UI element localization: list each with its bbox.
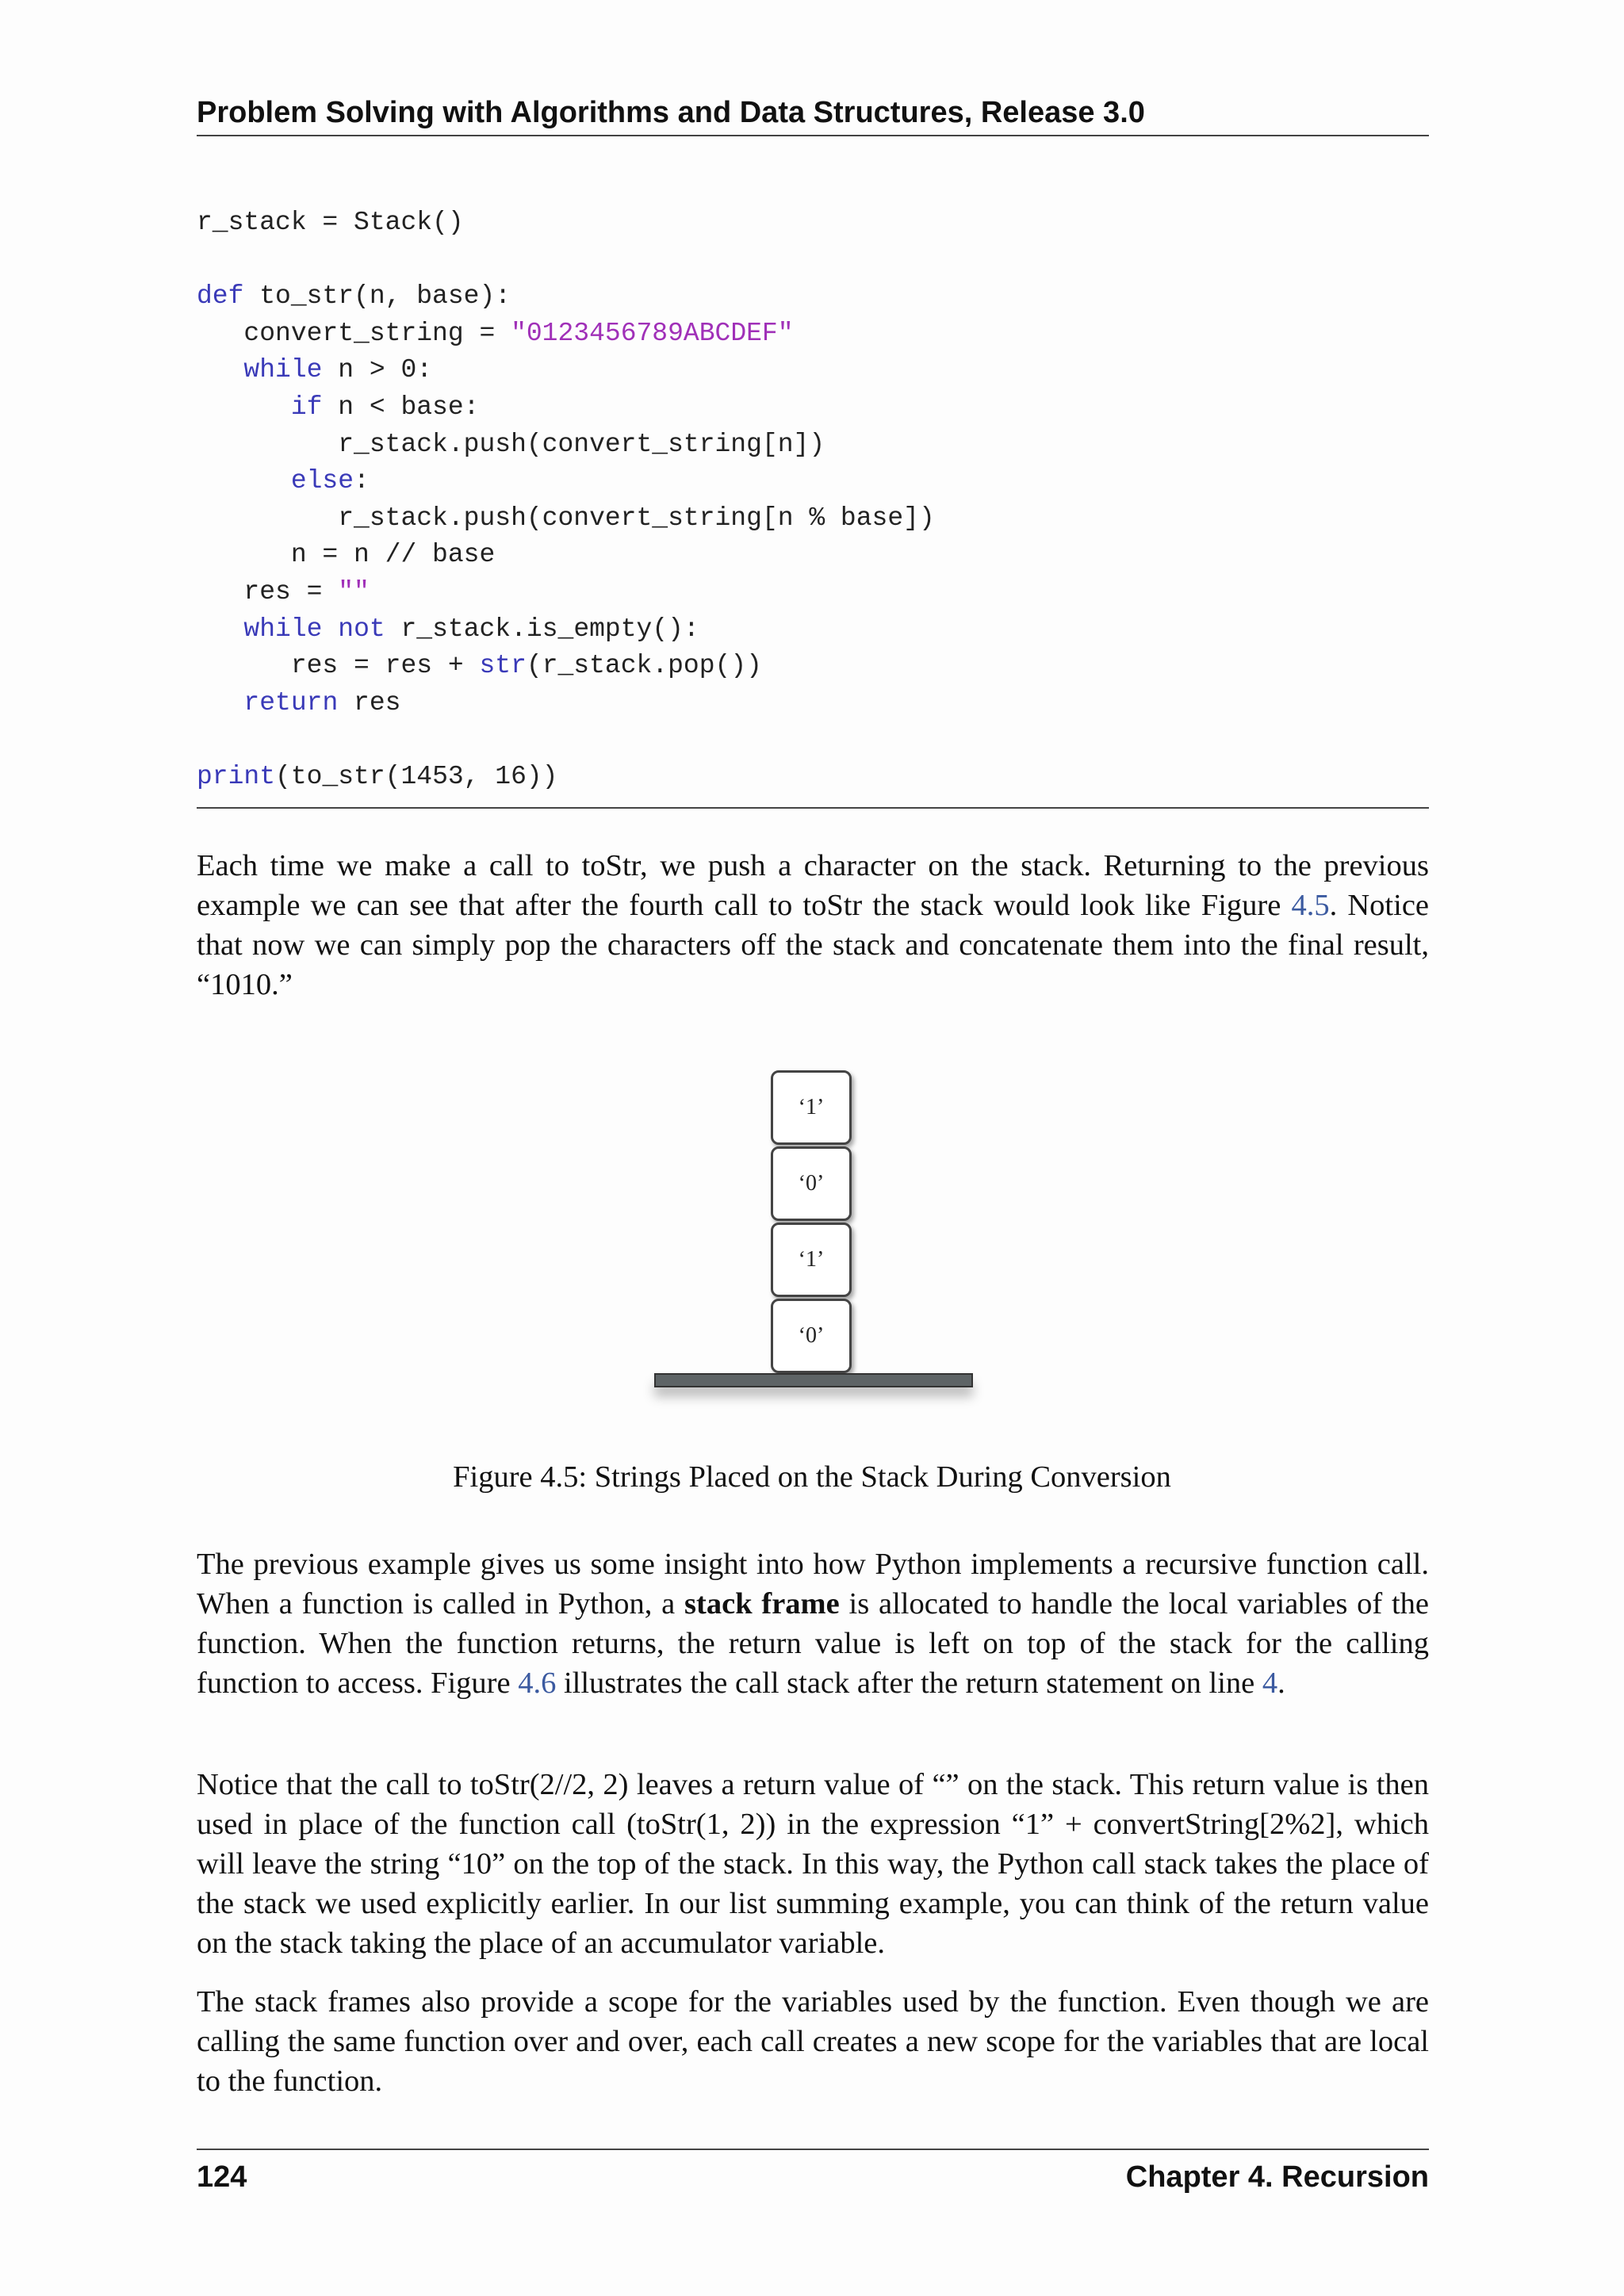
code-keyword: else <box>290 466 354 496</box>
code-keyword: while <box>243 355 323 385</box>
figure-ref-link[interactable]: 4.6 <box>518 1667 557 1700</box>
code-text: convert_string = <box>197 318 511 348</box>
paragraph-4: The stack frames also provide a scope for the variables used by the function. Even though we are calling the same function over and over, each call creates a new scope for the variables that are local to the function. <box>197 1985 1429 2098</box>
page-number: 124 <box>197 2160 247 2194</box>
code-text: n < base: <box>322 392 480 422</box>
text: illustrates the call stack after the return statement on line <box>556 1667 1262 1700</box>
code-text: (r_stack.pop()) <box>526 651 762 681</box>
book-title: Problem Solving with Algorithms and Data Structures, Release 3.0 <box>197 96 1145 129</box>
code-builtin: print <box>197 761 276 791</box>
header-rule <box>197 135 1429 136</box>
code-listing <box>197 205 1429 796</box>
text: . Notice that now we can simply pop the characters off the stack and concatenate them into the final result, “1010.” <box>197 889 1430 1001</box>
paragraph-3: Notice that the call to toStr(2//2, 2) leaves a return value of “” on the stack. This return value is then used in place of the function call (toStr(1, 2)) in the expression “1” + convertString[2%2], which will leave the string “10” on the top of the stack. In this way, the Python call stack takes the place of the stack we used explicitly earlier. In our list summing example, you can think of the return value on the stack taking the place of an accumulator variable. <box>197 1768 1429 1960</box>
running-header <box>197 89 1429 136</box>
text: . <box>1277 1667 1285 1700</box>
code-line: r_stack.push(convert_string[n]) <box>197 429 825 459</box>
code-text: res = <box>197 576 339 607</box>
chapter-label: Chapter 4. Recursion <box>1125 2160 1429 2194</box>
footer-rule <box>197 2149 1429 2150</box>
code-text: res <box>338 687 401 718</box>
code-line: r_stack = Stack() <box>197 208 464 237</box>
figure-caption: Figure 4.5: Strings Placed on the Stack During Conversion <box>453 1460 1171 1494</box>
line-ref-link[interactable]: 4 <box>1262 1667 1278 1700</box>
code-keyword: if <box>290 392 323 422</box>
paragraph-1 <box>197 846 1429 1004</box>
code-keyword: return <box>243 687 339 718</box>
bold-term: stack frame <box>684 1587 840 1621</box>
code-line: n = n // base <box>197 540 496 570</box>
code-string: "0123456789ABCDEF" <box>511 318 794 348</box>
stack-base <box>654 1373 973 1387</box>
code-string: "" <box>338 576 370 607</box>
code-text: to_str(n, base): <box>243 281 511 312</box>
stack-block: ‘0’ <box>771 1146 852 1221</box>
code-text: r_stack.is_empty(): <box>385 614 699 644</box>
code-keyword: not <box>338 614 385 644</box>
stack-figure <box>0 1054 1624 1427</box>
code-builtin: str <box>479 651 527 681</box>
code-keyword: def <box>197 281 244 312</box>
figure-ref-link[interactable]: 4.5 <box>1291 889 1330 922</box>
paragraph-2 <box>197 1544 1429 1703</box>
code-keyword: while <box>243 614 323 644</box>
code-line: r_stack.push(convert_string[n % base]) <box>197 503 935 533</box>
stack-block: ‘1’ <box>771 1223 852 1297</box>
code-text: n > 0: <box>322 355 433 385</box>
code-text: (to_str(1453, 16)) <box>275 761 558 791</box>
text: is allocated to handle the local variables of the function. When the function returns, the return value is left on top of the stack for the calling function to access. Figure <box>197 1587 1429 1700</box>
code-bottom-rule <box>197 807 1429 809</box>
text: The previous example gives us some insight into how Python implements a recursive function call. When a function is called in Python, a <box>197 1548 1429 1621</box>
stack-block: ‘0’ <box>771 1299 852 1373</box>
text: Each time we make a call to toStr, we push a character on the stack. Returning to the previous example we can see that after the fourth call to toStr the stack would look like Figure <box>197 849 1429 922</box>
code-text: : <box>354 466 370 496</box>
stack-block: ‘1’ <box>771 1070 852 1145</box>
code-text: res = res + <box>197 651 480 681</box>
